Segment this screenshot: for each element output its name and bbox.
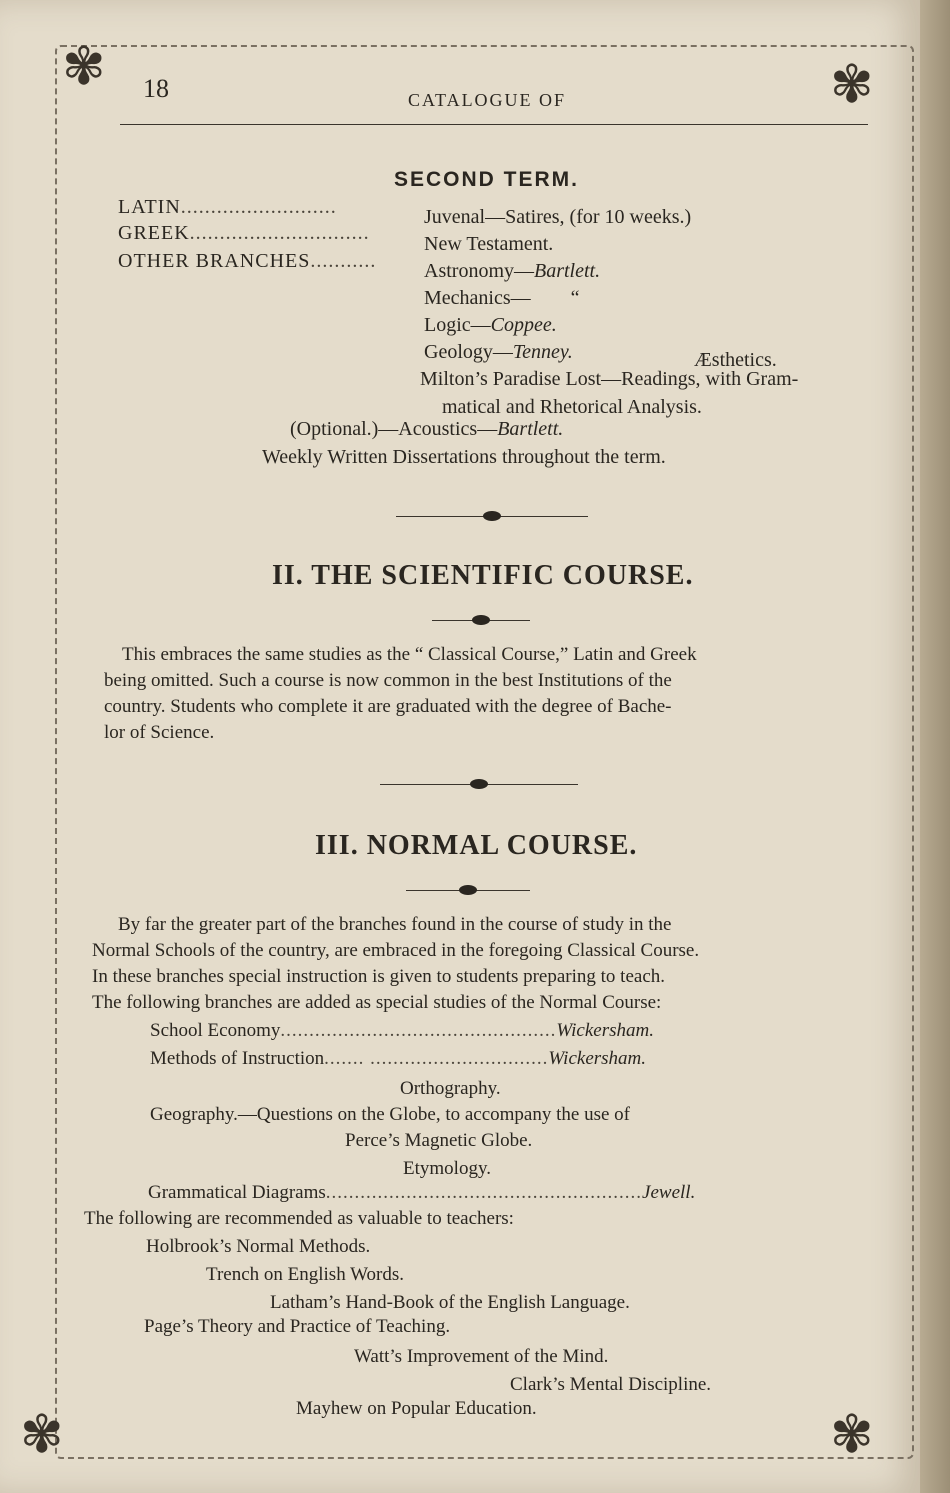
second-term-title: SECOND TERM.	[394, 168, 580, 191]
subject-text-greek: New Testament.	[424, 233, 554, 255]
normal-course-title: III. NORMAL COURSE.	[315, 830, 638, 861]
scientific-line-4: lor of Science.	[104, 722, 215, 743]
recommended-trench: Trench on English Words.	[206, 1264, 404, 1285]
subject-row-other: OTHER BRANCHES...........	[118, 250, 377, 272]
title-ornament	[432, 620, 530, 621]
fleuron-icon: ✾	[20, 1407, 64, 1464]
subject-text-other: Astronomy—Bartlett.	[424, 260, 601, 282]
recommended-clark: Clark’s Mental Discipline.	[510, 1374, 712, 1395]
scientific-course-title: II. THE SCIENTIFIC COURSE.	[272, 560, 694, 591]
branch-aesthetics: Æsthetics.	[694, 349, 777, 371]
fleuron-icon: ✾	[62, 39, 106, 96]
fleuron-icon: ✾	[830, 1407, 874, 1464]
normal-item-school-economy: School Economy................................................Wickersham.	[150, 1020, 654, 1041]
normal-intro-4: The following branches are added as special studies of the Normal Course:	[92, 992, 662, 1013]
branch-milton-cont: matical and Rhetorical Analysis.	[442, 396, 702, 418]
normal-intro-2: Normal Schools of the country, are embraced in the foregoing Classical Course.	[92, 940, 700, 961]
branch-milton: Milton’s Paradise Lost—Readings, with Gram-	[420, 368, 799, 390]
header-rule	[120, 124, 868, 125]
normal-item-globe: Perce’s Magnetic Globe.	[345, 1130, 533, 1151]
branch-mechanics: Mechanics— “	[424, 287, 580, 309]
title-ornament	[406, 890, 530, 891]
page-number: 18	[143, 74, 169, 103]
running-head: CATALOGUE OF	[408, 90, 567, 110]
subject-row-greek: GREEK..............................	[118, 222, 370, 244]
normal-intro-3: In these branches special instruction is given to students preparing to teach.	[92, 966, 666, 987]
normal-item-diagrams: Grammatical Diagrams.......................................................Jewell.	[148, 1182, 696, 1203]
recommended-watt: Watt’s Improvement of the Mind.	[354, 1346, 609, 1367]
normal-item-methods: Methods of Instruction....... ...............................Wickersham.	[150, 1048, 647, 1069]
branch-optional: (Optional.)—Acoustics—Bartlett.	[290, 418, 564, 440]
normal-intro-1: By far the greater part of the branches found in the course of study in the	[118, 914, 672, 935]
branch-logic: Logic—Coppee.	[424, 314, 557, 336]
scientific-line-2: being omitted. Such a course is now common in the best Institutions of the	[104, 670, 672, 691]
weekly-dissertations: Weekly Written Dissertations throughout the term.	[262, 446, 666, 468]
subject-row-latin: LATIN..........................	[118, 196, 337, 218]
recommended-latham: Latham’s Hand-Book of the English Language.	[270, 1292, 630, 1313]
recommended-page: Page’s Theory and Practice of Teaching.	[144, 1316, 451, 1337]
section-ornament	[396, 516, 588, 517]
subject-text-latin: Juvenal—Satires, (for 10 weeks.)	[424, 206, 692, 228]
branch-geology: Geology—Tenney.	[424, 341, 573, 363]
fleuron-icon: ✾	[830, 57, 874, 114]
scientific-line-3: country. Students who complete it are graduated with the degree of Bache-	[104, 696, 672, 717]
recommended-holbrook: Holbrook’s Normal Methods.	[146, 1236, 371, 1257]
scientific-line-1: This embraces the same studies as the “ Classical Course,” Latin and Greek	[122, 644, 697, 665]
section-ornament	[380, 784, 578, 785]
recommended-mayhew: Mayhew on Popular Education.	[296, 1398, 537, 1419]
page-edge	[920, 0, 950, 1493]
normal-item-etymology: Etymology.	[403, 1158, 491, 1179]
normal-item-geography: Geography.—Questions on the Globe, to accompany the use of	[150, 1104, 630, 1125]
recommended-intro: The following are recommended as valuable to teachers:	[84, 1208, 514, 1229]
normal-item-orthography: Orthography.	[400, 1078, 501, 1099]
